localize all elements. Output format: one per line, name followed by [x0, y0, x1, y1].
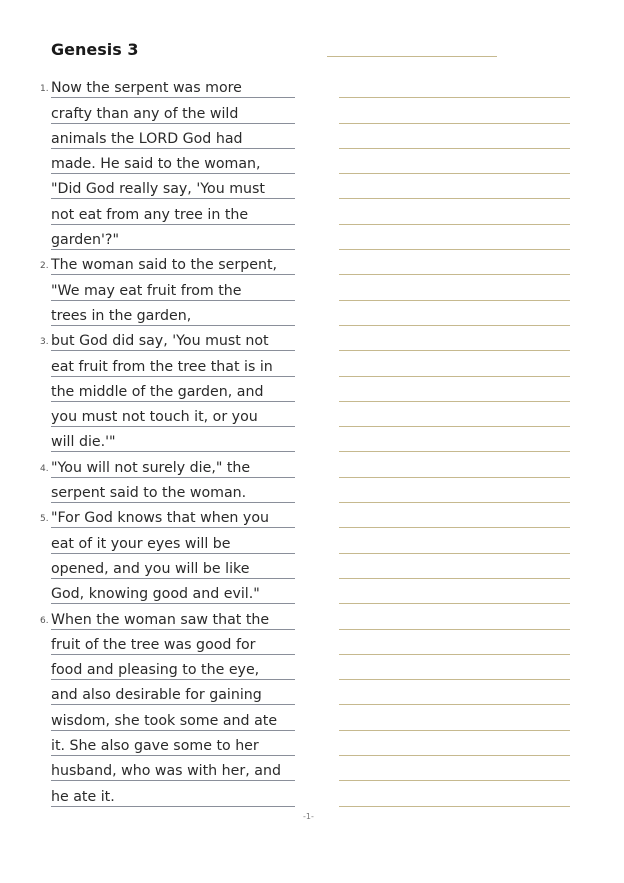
text-line — [51, 199, 295, 224]
practice-writing-line[interactable] — [339, 326, 570, 351]
verse-text: serpent said to the woman. — [51, 485, 247, 502]
text-line — [51, 579, 295, 604]
text-line — [51, 225, 295, 250]
verse-text: Now the serpent was more — [51, 80, 242, 97]
practice-writing-line[interactable] — [339, 503, 570, 528]
writing-practice-column — [339, 73, 570, 807]
practice-writing-line[interactable] — [339, 73, 570, 98]
verse-text: made. He said to the woman, — [51, 156, 261, 173]
verse-text: will die.'" — [51, 434, 116, 451]
title-writing-line — [327, 56, 497, 57]
verse-text: The woman said to the serpent, — [51, 257, 278, 274]
practice-writing-line[interactable] — [339, 705, 570, 730]
practice-writing-line[interactable] — [339, 199, 570, 224]
page-number: -1- — [303, 812, 314, 821]
practice-writing-line[interactable] — [339, 250, 570, 275]
text-line — [51, 149, 295, 174]
text-line — [51, 124, 295, 149]
text-line — [51, 427, 295, 452]
verse-text: When the woman saw that the — [51, 611, 270, 628]
practice-writing-line[interactable] — [339, 731, 570, 756]
text-line — [51, 275, 295, 300]
verse-text: crafty than any of the wild — [51, 105, 239, 122]
text-line — [51, 402, 295, 427]
verse-text: food and pleasing to the eye, — [51, 662, 260, 679]
practice-writing-line[interactable] — [339, 225, 570, 250]
verse-text: husband, who was with her, and — [51, 763, 281, 780]
practice-writing-line[interactable] — [339, 124, 570, 149]
text-line — [51, 731, 295, 756]
text-line — [51, 174, 295, 199]
practice-writing-line[interactable] — [339, 452, 570, 477]
verse-number: 3. — [40, 337, 49, 348]
text-line — [51, 630, 295, 655]
text-line — [51, 655, 295, 680]
practice-writing-line[interactable] — [339, 680, 570, 705]
practice-writing-line[interactable] — [339, 781, 570, 806]
verse-text: garden'?" — [51, 232, 119, 249]
verse-text: "For God knows that when you — [51, 510, 270, 527]
text-line — [51, 301, 295, 326]
practice-writing-line[interactable] — [339, 427, 570, 452]
verse-text: fruit of the tree was good for — [51, 636, 256, 653]
verse-text: "We may eat fruit from the — [51, 282, 242, 299]
text-line — [40, 73, 295, 98]
verse-text: not eat from any tree in the — [51, 206, 249, 223]
verse-number: 4. — [40, 463, 49, 474]
text-line — [40, 604, 295, 629]
practice-writing-line[interactable] — [339, 98, 570, 123]
text-line — [51, 705, 295, 730]
text-line — [51, 478, 295, 503]
practice-writing-line[interactable] — [339, 275, 570, 300]
text-line — [51, 680, 295, 705]
practice-writing-line[interactable] — [339, 377, 570, 402]
practice-writing-line[interactable] — [339, 402, 570, 427]
practice-writing-line[interactable] — [339, 554, 570, 579]
text-line — [40, 250, 295, 275]
verse-text: animals the LORD God had — [51, 130, 243, 147]
practice-writing-line[interactable] — [339, 174, 570, 199]
practice-writing-line[interactable] — [339, 478, 570, 503]
text-line — [51, 528, 295, 553]
page-title: Genesis 3 — [51, 40, 139, 59]
verse-text: opened, and you will be like — [51, 560, 250, 577]
practice-writing-line[interactable] — [339, 301, 570, 326]
practice-writing-line[interactable] — [339, 756, 570, 781]
text-line — [51, 554, 295, 579]
verse-text: and also desirable for gaining — [51, 687, 262, 704]
text-line — [51, 351, 295, 376]
practice-writing-line[interactable] — [339, 149, 570, 174]
verse-text: it. She also gave some to her — [51, 738, 259, 755]
verse-text: God, knowing good and evil." — [51, 586, 260, 603]
scripture-text-column — [40, 73, 295, 807]
practice-writing-line[interactable] — [339, 655, 570, 680]
text-line — [40, 452, 295, 477]
text-line — [51, 98, 295, 123]
verse-text: but God did say, 'You must not — [51, 333, 269, 350]
verse-number: 1. — [40, 84, 49, 95]
verse-text: trees in the garden, — [51, 307, 192, 324]
practice-writing-line[interactable] — [339, 604, 570, 629]
verse-text: "You will not surely die," the — [51, 459, 251, 476]
practice-writing-line[interactable] — [339, 351, 570, 376]
practice-writing-line[interactable] — [339, 579, 570, 604]
verse-text: "Did God really say, 'You must — [51, 181, 265, 198]
verse-text: you must not touch it, or you — [51, 409, 258, 426]
verse-text: wisdom, she took some and ate — [51, 712, 278, 729]
text-line — [40, 503, 295, 528]
practice-writing-line[interactable] — [339, 630, 570, 655]
text-line — [51, 377, 295, 402]
verse-number: 2. — [40, 261, 49, 272]
verse-number: 5. — [40, 514, 49, 525]
text-line — [51, 781, 295, 806]
verse-text: eat fruit from the tree that is in — [51, 358, 273, 375]
verse-text: he ate it. — [51, 788, 115, 805]
practice-writing-line[interactable] — [339, 528, 570, 553]
text-line — [51, 756, 295, 781]
verse-number: 6. — [40, 615, 49, 626]
verse-text: the middle of the garden, and — [51, 383, 264, 400]
verse-text: eat of it your eyes will be — [51, 535, 231, 552]
text-line — [40, 326, 295, 351]
